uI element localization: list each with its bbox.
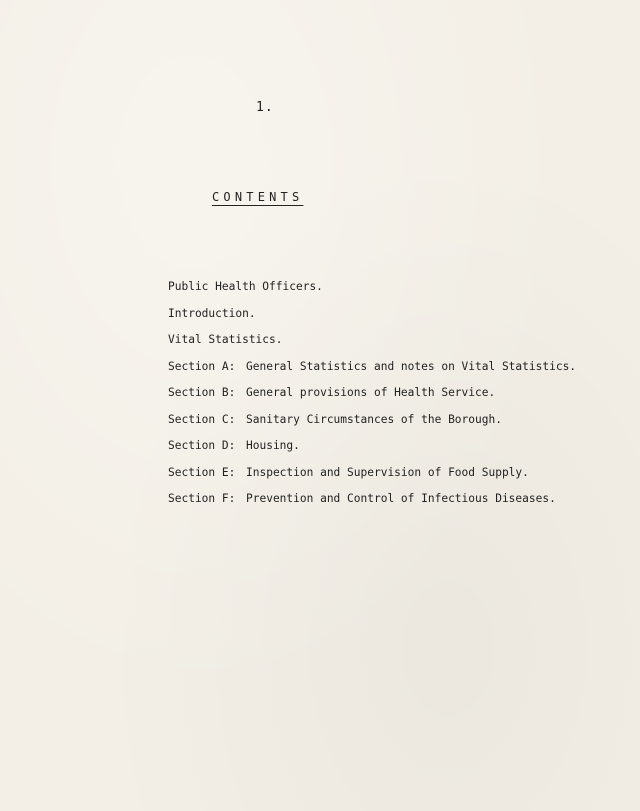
section-label: Section C:: [168, 412, 236, 426]
section-label: Section A:: [168, 359, 236, 373]
entry-text: Introduction.: [168, 306, 256, 320]
entry-text: Housing.: [246, 439, 300, 452]
contents-entry-vital-statistics: [168, 327, 576, 354]
section-label: Section D:: [168, 439, 236, 452]
contents-entry-introduction: [168, 301, 576, 328]
contents-entry-section-d: [168, 433, 576, 460]
entry-text: General provisions of Health Service.: [246, 386, 496, 399]
entry-text: Inspection and Supervision of Food Supply.: [246, 465, 529, 479]
contents-heading: CONTENTS: [212, 190, 304, 204]
entry-text: Sanitary Circumstances of the Borough.: [246, 412, 502, 426]
contents-entry-section-b: [168, 380, 576, 407]
entry-text: Vital Statistics.: [168, 333, 283, 346]
entry-text: Public Health Officers.: [168, 280, 323, 293]
section-label: Section F:: [168, 492, 236, 505]
contents-entry-section-f: [168, 486, 576, 513]
section-label: Section B:: [168, 386, 236, 399]
contents-list: [168, 274, 576, 513]
page-number: 1.: [256, 100, 274, 115]
contents-entry-section-e: [168, 460, 576, 487]
entry-text: Prevention and Control of Infectious Diseases.: [246, 492, 556, 505]
contents-entry-section-c: [168, 407, 576, 434]
contents-entry-section-a: [168, 354, 576, 381]
entry-text: General Statistics and notes on Vital Statistics.: [246, 359, 577, 373]
section-label: Section E:: [168, 465, 236, 479]
contents-entry-public-health-officers: [168, 274, 576, 301]
